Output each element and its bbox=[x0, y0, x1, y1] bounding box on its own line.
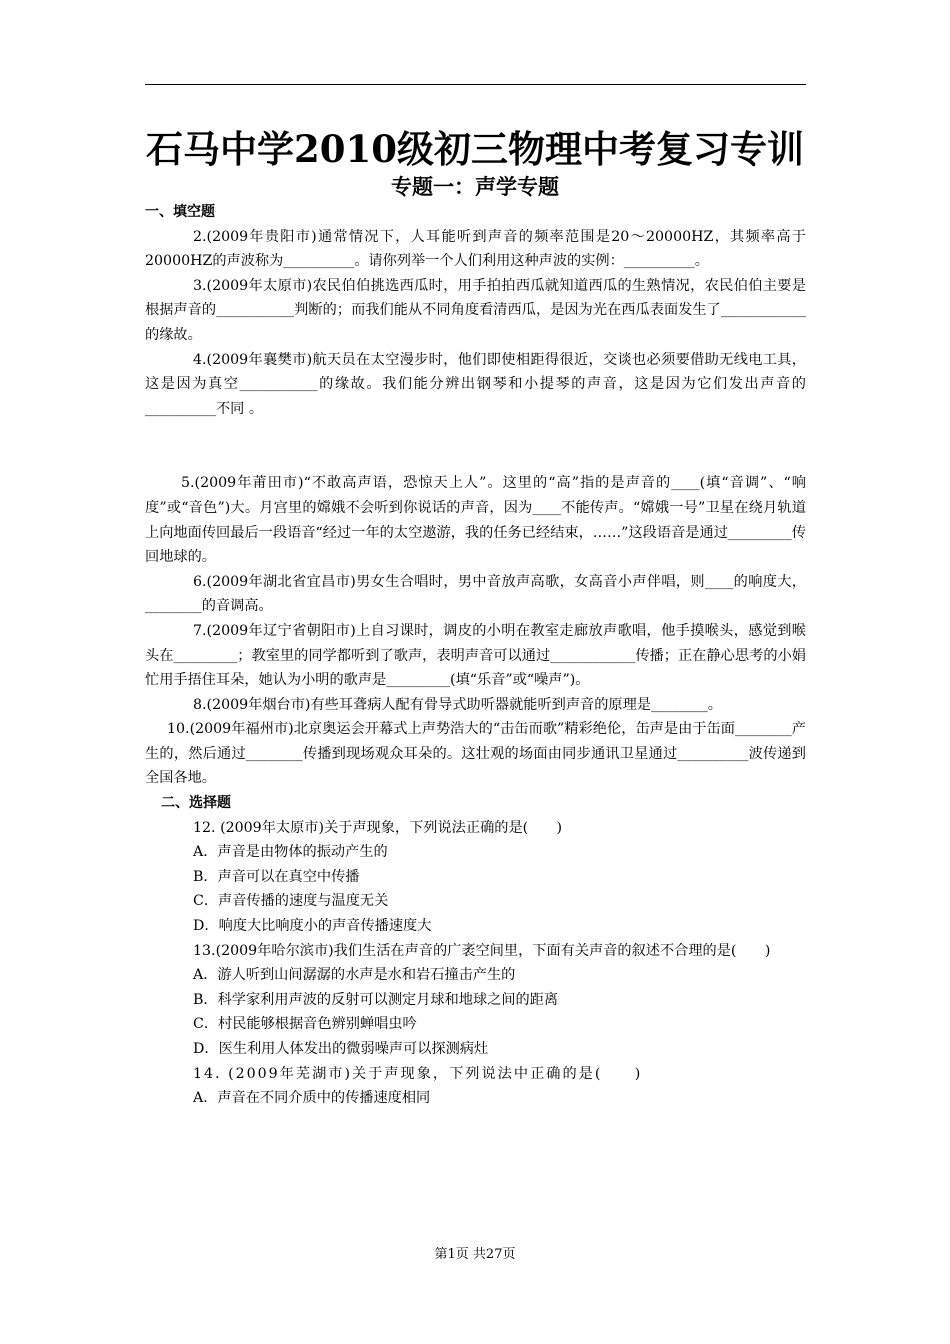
page-footer: 第1页 共27页 bbox=[434, 1247, 516, 1262]
section-heading-choice: 二、选择题 bbox=[161, 795, 231, 812]
question-3: 3.(2009年太原市)农民伯伯挑选西瓜时，用手拍拍西瓜就知道西瓜的生熟情况，农民伯伯主要是根据声音的___________判断的；而我们能从不同角度看清西瓜，是因为光在西瓜表面发生了____________的缘故。 bbox=[145, 277, 806, 343]
question-13-option-d: D．医生利用人体发出的微弱噪声可以探测病灶 bbox=[193, 1041, 489, 1057]
question-13-stem: 13.(2009年哈尔滨市)我们生活在声音的广袤空间里，下面有关声音的叙述不合理的是( ) bbox=[193, 942, 771, 959]
section-heading-fill: 一、填空题 bbox=[145, 204, 215, 220]
question-12-stem: 12. (2009年太原市)关于声现象，下列说法正确的是( ) bbox=[193, 819, 563, 836]
question-13-option-b: B．科学家利用声波的反射可以测定月球和地球之间的距离 bbox=[193, 991, 559, 1008]
blank-gap bbox=[145, 421, 806, 471]
question-12-option-c: C．声音传播的速度与温度无关 bbox=[193, 893, 389, 910]
question-13-option-a: A．游人听到山间潺潺的水声是水和岩石撞击产生的 bbox=[193, 967, 516, 984]
question-8: 8.(2009年烟台市)有些耳聋病人配有骨导式助听器就能听到声音的原理是________。 bbox=[193, 696, 722, 713]
header-rule bbox=[145, 84, 806, 85]
question-5: 5.(2009年莆田市)“不敢高声语，恐惊天上人”。这里的“高”指的是声音的____(填“音调”、“响度”或“音色”)大。月宫里的嫦娥不会听到你说话的声音，因为____不能传声。“嫦娥一号”卫星在绕月轨道上向地面传回最后一段语音“经过一年的太空遨游，我的任务已经结束，……”这段语音是通过_________传回地球的。 bbox=[145, 475, 806, 566]
question-7: 7.(2009年辽宁省朝阳市)上自习课时，调皮的小明在教室走廊放声歌唱，他手摸喉头，感觉到喉头在_________；教室里的同学都听到了歌声，表明声音可以通过____________传播；正在静心思考的小娟忙用手捂住耳朵，她认为小明的歌声是_________(填“乐音”或“噪声”)。 bbox=[145, 622, 806, 689]
question-2: 2.(2009年贵阳市)通常情况下，人耳能听到声音的频率范围是20～20000HZ，其频率高于20000HZ的声波称为__________。请你列举一个人们利用这种声波的实例：__________。 bbox=[145, 228, 806, 270]
question-13-option-c: C．村民能够根据音色辨别蝉唱虫吟 bbox=[193, 1016, 417, 1033]
question-14-stem: 14. (2009年芜湖市)关于声现象，下列说法中正确的是( ) bbox=[193, 1065, 643, 1082]
question-12-option-b: B．声音可以在真空中传播 bbox=[193, 868, 360, 885]
question-14-option-a: A．声音在不同介质中的传播速度相同 bbox=[193, 1090, 431, 1107]
document-body bbox=[145, 200, 806, 1111]
document-subtitle: 专题一：声学专题 bbox=[391, 175, 559, 199]
document-title: 石马中学2010级初三物理中考复习专训 bbox=[146, 127, 804, 171]
question-12-option-d: D．响度大比响度小的声音传播速度大 bbox=[193, 918, 432, 935]
question-10: 10.(2009年福州市)北京奥运会开幕式上声势浩大的“击缶而歌”精彩绝伦，缶声是由于缶面________产生的，然后通过________传播到现场观众耳朵的。这壮观的场面由同步通讯卫星通过__________波传递到全国各地。 bbox=[145, 721, 806, 787]
question-4: 4.(2009年襄樊市)航天员在太空漫步时，他们即使相距得很近，交谈也必须要借助无线电工具，这是因为真空___________的缘故。我们能分辨出钢琴和小提琴的声音，这是因为它们发出声音的__________不同 。 bbox=[145, 351, 806, 417]
question-6: 6.(2009年湖北省宜昌市)男女生合唱时，男中音放声高歌，女高音小声伴唱，则____的响度大，________的音调高。 bbox=[145, 573, 806, 615]
question-12-option-a: A．声音是由物体的振动产生的 bbox=[193, 844, 388, 861]
